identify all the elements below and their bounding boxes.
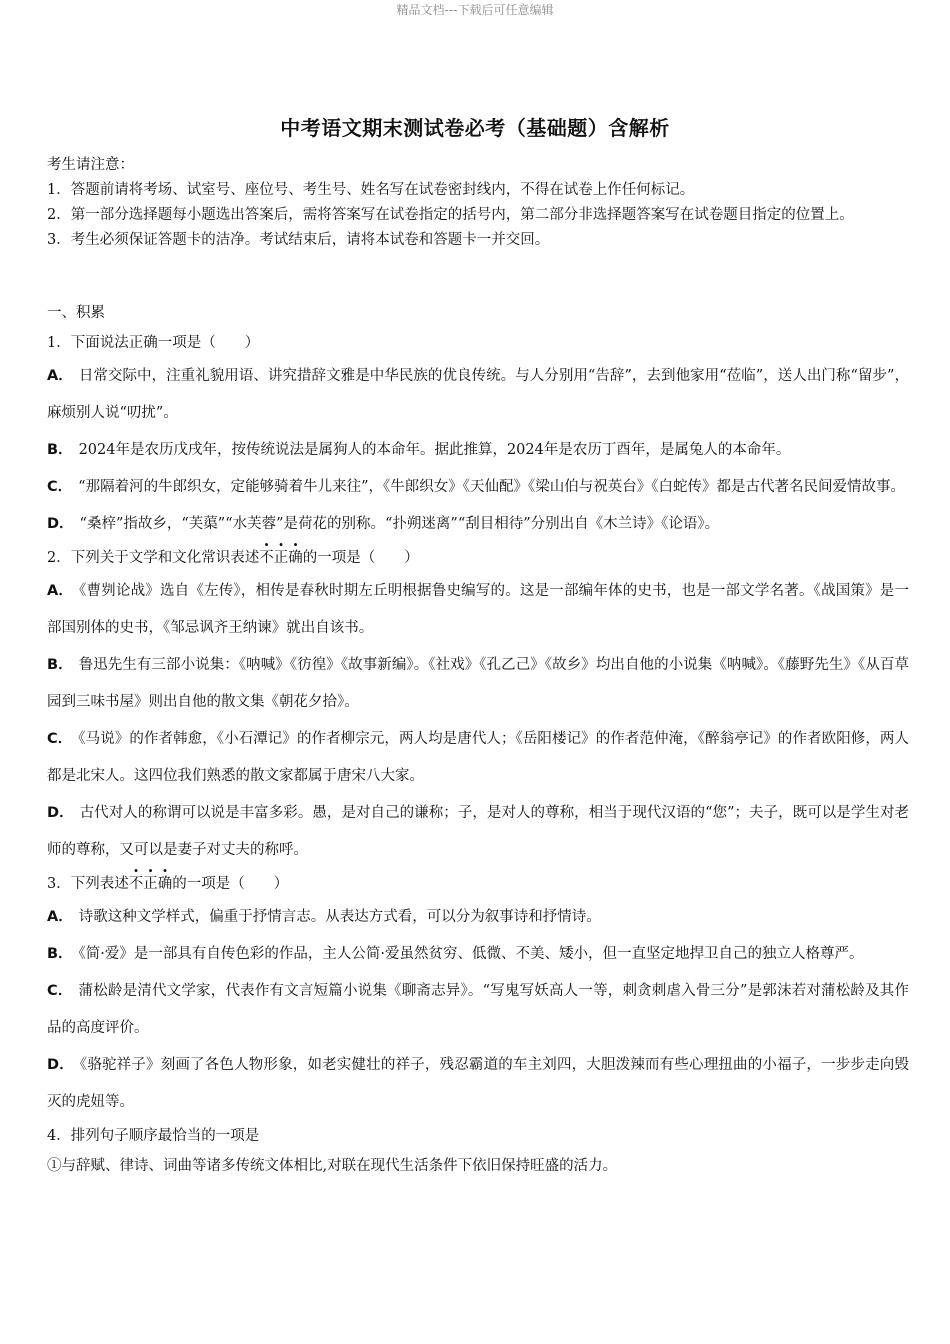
option-text: 2024年是农历戊戌年，按传统说法是属狗人的本命年。据此推算，2024年是农历丁酉年，是属兔人的本命年。 bbox=[78, 442, 791, 458]
q4-sentence-1: ①与辞赋、律诗、词曲等诸多传统文体相比,对联在现代生活条件下依旧保持旺盛的活力。 bbox=[47, 1158, 618, 1174]
emphasis-char: 不 bbox=[259, 550, 274, 566]
option-label: A． bbox=[47, 583, 74, 599]
q3-option-a bbox=[47, 899, 909, 936]
q2-option-a bbox=[47, 573, 909, 647]
option-text: “桑梓”指故乡，“芙蕖”“水芙蓉”是荷花的别称。“扑朔迷离”“刮目相待”分别出自《木兰诗》《论语》。 bbox=[79, 516, 720, 532]
option-text: 蒲松龄是清代文学家，代表作有文言短篇小说集《聊斋志异》。“写鬼写妖高人一等，刺贪刺虐入骨三分”是郭沫若对蒲松龄及其作品的高度评价。 bbox=[47, 983, 909, 1036]
option-text: 《简·爱》是一部具有自传色彩的作品，主人公简·爱虽然贫穷、低微、不美、矮小，但一直坚定地捍卫自己的独立人格尊严。 bbox=[78, 946, 864, 962]
notice-item: 3．考生必须保证答题卡的洁净。考试结束后，请将本试卷和答题卡一并交回。 bbox=[47, 232, 550, 248]
stem-text: 2．下列关于文学和文化常识表述 bbox=[47, 550, 260, 566]
option-label: D． bbox=[47, 1057, 74, 1073]
emphasis-dotted bbox=[129, 876, 173, 892]
question-3-stem bbox=[47, 869, 909, 899]
option-label: B． bbox=[47, 657, 73, 673]
notice-item: 2．第一部分选择题每小题选出答案后，需将答案写在试卷指定的括号内，第二部分非选择题答案写在试卷题目指定的位置上。 bbox=[47, 207, 854, 223]
option-label: B． bbox=[47, 946, 73, 962]
notice-item: 1．答题前请将考场、试室号、座位号、考生号、姓名写在试卷密封线内，不得在试卷上作任何标记。 bbox=[47, 182, 695, 198]
q3-option-c bbox=[47, 973, 909, 1047]
option-label: C． bbox=[47, 731, 73, 747]
watermark: 精品文档---下载后可任意编辑 bbox=[396, 3, 554, 17]
emphasis-char: 确 bbox=[288, 550, 303, 566]
q1-option-d bbox=[47, 506, 909, 543]
q2-option-c bbox=[47, 721, 909, 795]
q2-option-b bbox=[47, 647, 909, 721]
option-text: 日常交际中，注重礼貌用语、讲究措辞文雅是中华民族的优良传统。与人分别用“告辞”，去到他家用“莅临”，送人出门称“留步”，麻烦别人说“叨扰”。 bbox=[47, 368, 909, 421]
emphasis-char: 不 bbox=[128, 876, 144, 892]
option-label: C． bbox=[47, 983, 73, 999]
q3-option-d bbox=[47, 1047, 909, 1121]
option-text: 《曹刿论战》选自《左传》，相传是春秋时期左丘明根据鲁史编写的。这是一部编年体的史书，也是一部文学名著。《战国策》是一部国别体的史书，《邹忌讽齐王纳谏》就出自该书。 bbox=[47, 583, 909, 636]
notice-heading: 考生请注意： bbox=[47, 157, 134, 173]
stem-text: 3．下列表述 bbox=[47, 876, 129, 892]
option-text: “那隔着河的牛郎织女，定能够骑着牛儿来往”，《牛郎织女》《天仙配》《梁山伯与祝英台》《白蛇传》都是古代著名民间爱情故事。 bbox=[78, 479, 905, 495]
question-4-stem: 4．排列句子顺序最恰当的一项是 bbox=[47, 1128, 260, 1144]
option-label: B． bbox=[47, 442, 73, 458]
option-text: 《马说》的作者韩愈，《小石潭记》的作者柳宗元，两人均是唐代人；《岳阳楼记》的作者范仲淹，《醉翁亭记》的作者欧阳修，两人都是北宋人。这四位我们熟悉的散文家都属于唐宋八大家。 bbox=[47, 731, 909, 784]
option-label: D． bbox=[47, 516, 74, 532]
question-2-stem bbox=[47, 543, 909, 573]
question-1-stem: 1．下面说法正确一项是（ ） bbox=[47, 335, 260, 351]
q1-option-c bbox=[47, 469, 909, 506]
option-text: 诗歌这种文学样式，偏重于抒情言志。从表达方式看，可以分为叙事诗和抒情诗。 bbox=[78, 909, 601, 925]
emphasis-dotted bbox=[259, 550, 303, 566]
q3-option-b bbox=[47, 936, 909, 973]
q1-option-b bbox=[47, 432, 909, 469]
option-text: 《骆驼祥子》刻画了各色人物形象，如老实健壮的祥子，残忍霸道的车主刘四，大胆泼辣而有些心理扭曲的小福子，一步步走向毁灭的虎妞等。 bbox=[47, 1057, 909, 1110]
question-area bbox=[47, 298, 909, 1181]
emphasis-char: 正 bbox=[273, 550, 289, 566]
q2-option-d bbox=[47, 795, 909, 869]
emphasis-char: 确 bbox=[157, 876, 173, 892]
emphasis-char: 正 bbox=[143, 876, 158, 892]
option-label: C． bbox=[47, 479, 73, 495]
stem-text: 的一项是（ ） bbox=[302, 550, 419, 566]
notice-block bbox=[47, 153, 907, 253]
option-text: 鲁迅先生有三部小说集：《呐喊》《彷徨》《故事新编》。《社戏》《孔乙己》《故乡》均出自他的小说集《呐喊》。《藤野先生》《从百草园到三味书屋》则出自他的散文集《朝花夕拾》。 bbox=[47, 657, 909, 710]
option-label: D． bbox=[47, 805, 74, 821]
option-label: A． bbox=[47, 909, 73, 925]
page-title: 中考语文期末测试卷必考（基础题）含解析 bbox=[280, 116, 670, 140]
option-text: 古代对人的称谓可以说是丰富多彩。愚，是对自己的谦称；子，是对人的尊称，相当于现代汉语的“您”；夫子，既可以是学生对老师的尊称，又可以是妻子对丈夫的称呼。 bbox=[47, 805, 909, 858]
q1-option-a bbox=[47, 358, 909, 432]
section-title: 一、积累 bbox=[47, 305, 105, 321]
stem-text: 的一项是（ ） bbox=[172, 876, 289, 892]
option-label: A． bbox=[47, 368, 73, 384]
